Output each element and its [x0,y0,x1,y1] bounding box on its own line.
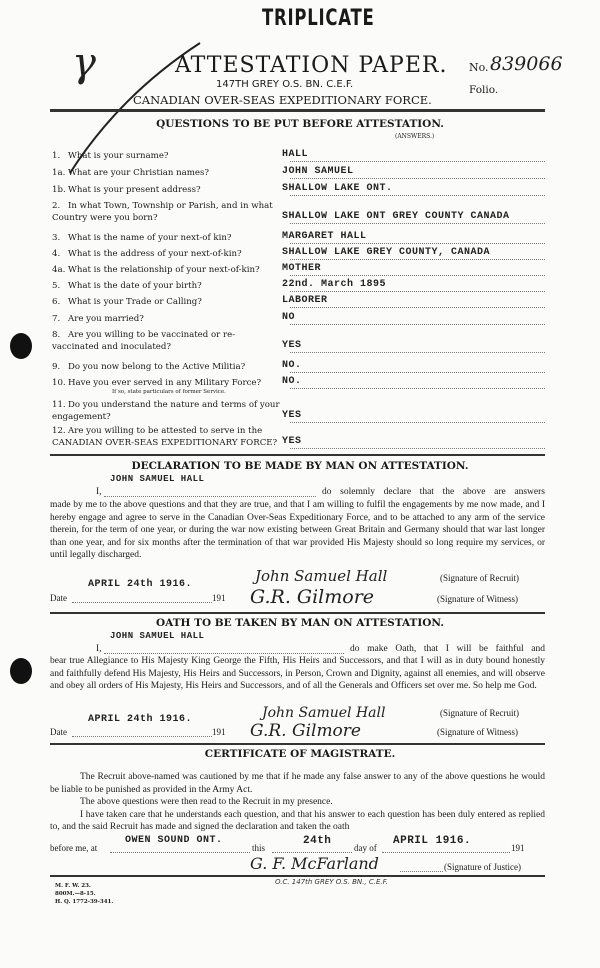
date-label: Date [50,593,67,603]
justice-signature-label: (Signature of Justice) [444,862,521,872]
answer-line [290,178,545,179]
section-rule [50,454,545,456]
form-code: H. Q. 1772-39-341. [55,899,114,905]
answer-value[interactable]: JOHN SAMUEL [282,166,354,177]
form-codes [55,882,113,906]
answer-value[interactable]: NO. [282,376,302,387]
recruit-signature-label: (Signature of Recruit) [440,573,519,583]
answer-value[interactable]: SHALLOW LAKE GREY COUNTY, CANADA [282,247,491,258]
question-text [52,232,280,244]
answer-line [290,243,545,244]
answer-value[interactable]: SHALLOW LAKE ONT GREY COUNTY CANADA [282,211,510,222]
declaration-date[interactable]: APRIL 24th 1916. [88,579,193,590]
day-line [272,852,352,853]
name-line [104,496,316,497]
answer-value[interactable]: YES [282,340,302,351]
year-suffix: 191 [511,843,525,853]
before-me-label: before me, at [50,843,98,853]
oath-i: I, [96,644,102,654]
oath-first-line: do make Oath, that I will be faithful and [350,644,545,654]
section-rule [50,612,545,614]
answer-line [290,324,545,325]
year-suffix: 191 [212,593,226,603]
question-number: 3. [52,233,61,243]
answer-value[interactable]: NO. [282,360,302,371]
question-text [52,296,280,308]
month-year-value[interactable]: APRIL 1916. [393,835,472,847]
answer-line [290,259,545,260]
answer-value[interactable]: YES [282,436,302,447]
date-line [72,736,212,737]
answer-line [290,291,545,292]
witness-signature: G.R. Gilmore [250,586,375,608]
question-number: 4. [52,249,61,259]
oath-name[interactable]: JOHN SAMUEL HALL [110,631,205,641]
question-text [52,280,280,292]
battalion-stamp: 147TH GREY O.S. BN. C.E.F. [216,79,354,90]
month-line [382,852,510,853]
question-number: 7. [52,314,61,324]
question-text [52,184,280,196]
name-line [104,653,344,654]
answer-line [290,275,545,276]
question-number: 10. [52,378,66,388]
question-number: 1a. [52,168,66,178]
question-number: 4a. [52,265,66,275]
form-code: M. F. W. 23. [55,883,91,889]
certificate-paragraph-2: The above questions were then read to the Recruit in my presence. [80,797,333,807]
question-text [52,264,280,276]
question-label: Do you now belong to the Active Militia? [68,362,246,372]
question-label: What is the date of your birth? [68,281,202,291]
question-text [52,399,280,423]
section-rule [50,875,545,877]
ink-blot [10,658,32,684]
question-number: 9. [52,362,61,372]
question-number: 6. [52,297,61,307]
question-number: 1b. [52,185,66,195]
question-label: What are your Christian names? [68,168,210,178]
answer-value[interactable]: MARGARET HALL [282,231,367,242]
answer-value[interactable]: LABORER [282,295,328,306]
question-label: What is the name of your next-of kin? [68,233,232,243]
answer-line [290,307,545,308]
question-label: Are you married? [68,314,144,324]
question-text [52,248,280,260]
answer-value[interactable]: MOTHER [282,263,322,274]
question-label: What is the address of your next-of-kin? [68,249,242,259]
declaration-heading: DECLARATION TO BE MADE BY MAN ON ATTESTATION. [131,460,469,472]
triplicate-stamp: TRIPLICATE [262,6,375,31]
question-text [52,361,280,373]
answer-line [290,388,545,389]
question-label: What is your Trade or Calling? [68,297,202,307]
question-label: What is your present address? [68,185,201,195]
number-label: No. [469,61,489,74]
answer-line [290,161,545,162]
day-of-label: day of [354,843,377,853]
witness-signature: G.R. Gilmore [250,721,361,741]
answer-line [290,195,545,196]
answer-line [290,372,545,373]
certificate-paragraph-3: I have taken care that he understands each question, and that his answer to each question has been duly entered as replied to, and the said Recruit has made and signed the declaration and taken the oath [50,809,545,832]
question-label: Do you understand the nature and terms of your engagement? [52,400,280,422]
declaration-i: I, [96,487,102,497]
declaration-name[interactable]: JOHN SAMUEL HALL [110,474,205,484]
question-text [52,377,280,395]
recruit-signature: John Samuel Hall [255,567,388,585]
question-text [52,167,280,179]
question-number: 11. [52,400,66,410]
force-name: CANADIAN OVER-SEAS EXPEDITIONARY FORCE. [133,93,432,107]
witness-signature-label: (Signature of Witness) [437,727,518,737]
regimental-number: 839066 [490,53,563,75]
question-number: 5. [52,281,61,291]
date-line [72,602,212,603]
certificate-heading: CERTIFICATE OF MAGISTRATE. [204,748,396,760]
question-number: 1. [52,151,61,161]
answers-label: (ANSWERS.) [395,133,435,140]
recruit-signature: John Samuel Hall [262,705,386,721]
answer-line [290,223,545,224]
ink-blot [10,333,32,359]
question-text [52,150,280,162]
answer-value[interactable]: YES [282,410,302,421]
question-label: What is your surname? [68,151,169,161]
question-label: Are you willing to be vaccinated or re-vaccinated and inoculated? [52,330,236,352]
question-label: In what Town, Township or Parish, and in what Country were you born? [52,201,273,223]
question-number: 2. [52,201,61,211]
header-rule [50,109,545,112]
question-text [52,313,280,325]
answer-line [290,352,545,353]
answer-line [290,448,545,449]
witness-signature-label: (Signature of Witness) [437,594,518,604]
question-text [52,329,280,353]
oath-body: bear true Allegiance to His Majesty King George the Fifth, His Heirs and Successors, and that I will as in duty bound honestly and faithfully defend His Majesty, His Heirs and Successors, in Person, Crown and Dignity, against all enemies, and will observe and obey all orders of His Majesty, His Heirs and Successors, and of all the Generals and Officers set over me. So help me God. [50,656,545,691]
question-number: 12. [52,426,66,436]
recruit-signature-label: (Signature of Recruit) [440,708,519,718]
form-code: 800M.—8-15. [55,891,96,897]
justice-line [400,871,443,872]
question-label: Have you ever served in any Military Force? [68,378,262,388]
question-text [52,425,280,449]
answer-value[interactable]: 22nd. March 1895 [282,279,387,290]
document-title: ATTESTATION PAPER. [175,53,448,78]
answer-value[interactable]: SHALLOW LAKE ONT. [282,183,393,194]
answer-value[interactable]: NO [282,312,296,323]
oath-heading: OATH TO BE TAKEN BY MAN ON ATTESTATION. [156,617,444,629]
folio-label: Folio. [469,84,499,96]
this-label: this [252,843,266,853]
question-label: What is the relationship of your next-of-kin? [68,265,260,275]
place-line [110,852,250,853]
officer-stamp: O.C. 147th GREY O.S. BN., C.E.F. [275,878,388,886]
certificate-paragraph-1: The Recruit above-named was cautioned by me that if he made any false answer to any of the above questions he would be liable to be punished as provided in the Army Act. [50,772,545,795]
question-label: Are you willing to be attested to serve in the CANADIAN OVER-SEAS EXPEDITIONARY FORCE? [52,426,278,448]
place-value[interactable]: OWEN SOUND ONT. [125,835,223,846]
question-number: 8. [52,330,61,340]
year-suffix: 191 [212,727,226,737]
date-label: Date [50,727,67,737]
justice-signature: G. F. McFarland [250,854,379,873]
section-rule [50,743,545,745]
margin-mark: γ [72,40,96,86]
answer-value[interactable]: HALL [282,149,309,160]
declaration-first-line: do solemnly declare that the above are answers [322,487,545,497]
day-value[interactable]: 24th [303,835,332,847]
question-text [52,200,280,224]
declaration-body: made by me to the above questions and that they are true, and that I am willing to fulfil the engagements by me now made, and I hereby engage and agree to serve in the Canadian Over-Seas Expeditionary Force, and to be attached to any arm of the service therein, for the term of one year, or during the war now existing between Great Britain and Germany should that war last longer than one year, and for six months after the termination of that war provided His Majesty should so long require my services, or until legally discharged. [50,500,545,560]
oath-date[interactable]: APRIL 24th 1916. [88,714,193,725]
questions-heading: QUESTIONS TO BE PUT BEFORE ATTESTATION. [156,118,444,130]
answer-line [290,422,545,423]
question-note: If so, state particulars of former Service. [112,389,226,395]
